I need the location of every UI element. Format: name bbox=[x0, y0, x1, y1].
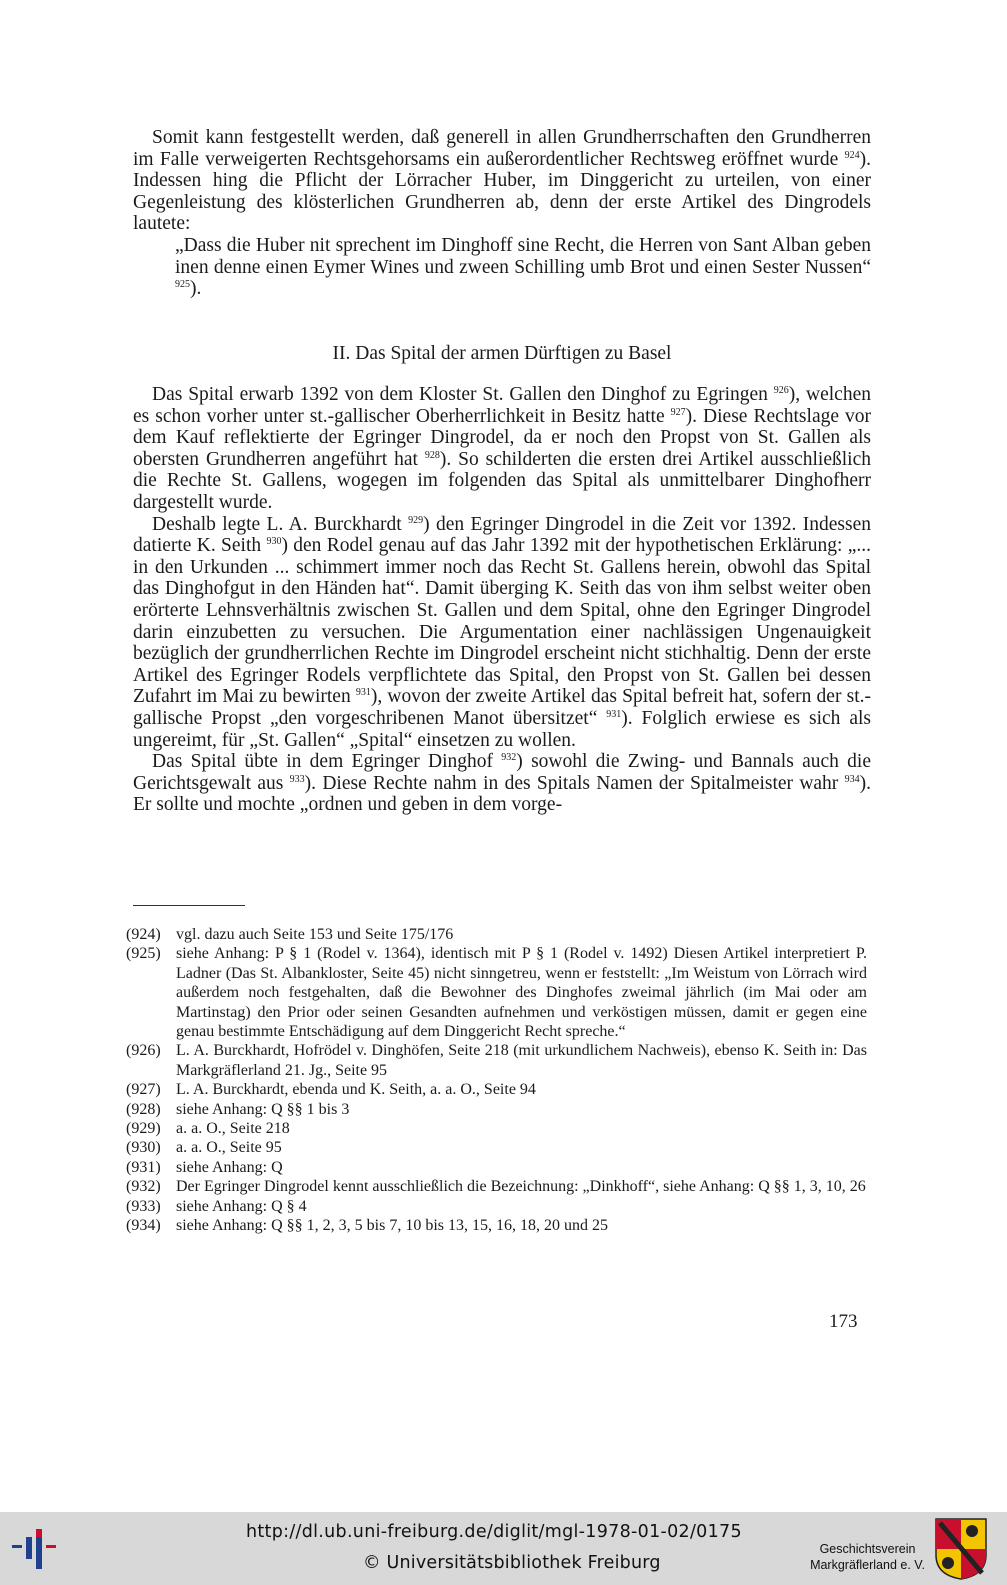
footer-bar bbox=[0, 1512, 1007, 1585]
footnote: (933) siehe Anhang: Q § 4 bbox=[126, 1197, 307, 1215]
footnote: (931) siehe Anhang: Q bbox=[126, 1158, 283, 1176]
footnote: (925) siehe Anhang: P § 1 (Rodel v. 1364), identisch mit P § 1 (Rodel v. 1492) Diesen Artikel interpretiert P. Ladner (Das St. Albankloster, Seite 45) nicht sinngetreu, wenn er feststellt: „Im Weistum von Lörrach wird außerdem noch festgehalten, daß die Bewohner des Dinghofes zweimal jährlich (im Mai oder am Martinstag) den Prior oder seinen Gesandten aufnehmen und verköstigen müssen, damit er gegen eine genau bestimmte Entschädigung auf dem Dinggericht Recht spreche.“ bbox=[126, 945, 867, 1041]
quote: „Dass die Huber nit sprechent im Dinghoff sine Recht, die Herren von Sant Alban geben inen denne einen Eymer Wines und zween Schilling umb Brot und einen Sester Nussen“ $^{925}$). bbox=[175, 234, 871, 300]
coat-of-arms-icon bbox=[934, 1517, 988, 1581]
footnote: (924) vgl. dazu auch Seite 153 und Seite 175/176 bbox=[126, 926, 454, 943]
footnote: (934) siehe Anhang: Q §§ 1, 2, 3, 5 bis 7, 10 bis 13, 15, 16, 18, 20 und 25 bbox=[126, 1217, 608, 1235]
footnote: (927) L. A. Burckhardt, ebenda und K. Seith, a. a. O., Seite 94 bbox=[126, 1081, 536, 1099]
footnote-divider bbox=[133, 905, 245, 906]
footnote: (932) Der Egringer Dingrodel kennt ausschließlich die Bezeichnung: „Dinkhoff“, siehe Anhang: Q §§ 1, 3, 10, 26 bbox=[126, 1178, 866, 1196]
copyright-text: © Universitätsbibliothek Freiburg bbox=[363, 1553, 661, 1573]
permalink-link[interactable]: http://dl.ub.uni-freiburg.de/diglit/mgl-1978-01-02/0175 bbox=[246, 1522, 742, 1542]
footnote: (926) L. A. Burckhardt, Hofrödel v. Dinghöfen, Seite 218 (mit urkundlichem Nachweis), ebenso K. Seith in: Das Markgräflerland 21. Jg., Seite 95 bbox=[126, 1042, 867, 1079]
footnote: (929) a. a. O., Seite 218 bbox=[126, 1120, 290, 1138]
paragraph-2: Das Spital erwarb 1392 von dem Kloster St. Gallen den Dinghof zu Egringen $^{926}$), welchen es schon vorher unter st.-gallischer Oberherrlichkeit in Besitz hatte $^{927}$). Diese Rechtslage vor dem Kauf reflektierte der Egringer Dingrodel, da er noch den Propst von St. Gallen als obersten Grundherren angeführt hat $^{928}$). So schilderten die ersten drei Artikel ausschließlich die Rechte St. Gallens, wogegen im folgenden das Spital als unmittelbarer Dinghofherr dargestellt wurde. bbox=[133, 384, 872, 513]
paragraph-4: Das Spital übte in dem Egringer Dinghof $^{932}$) sowohl die Zwing- und Bannals auch die Gerichtsgewalt aus $^{933}$). Diese Rechte nahm in des Spitals Namen der Spitalmeister wahr $^{934}$). Er sollte und mochte „ordnen und geben in dem vorge- bbox=[133, 751, 872, 816]
paragraph-1: Somit kann festgestellt werden, daß generell in allen Grundherrschaften den Grundherren im Falle verweigerten Rechtsgehorsams ein außerordentlicher Rechtsweg eröffnet wurde $^{924}$). Indessen hing die Pflicht der Lörracher Huber, im Dinggericht zu urteilen, von einer Gegenleistung des klösterlichen Grundherren ab, denn der erste Artikel des Dingrodels lautete: bbox=[133, 127, 871, 235]
page-number: 173 bbox=[829, 1311, 858, 1332]
main-text bbox=[133, 127, 871, 300]
footnotes bbox=[126, 925, 867, 1236]
paragraph-3: Deshalb legte L. A. Burckhardt $^{929}$) den Egringer Dingrodel in die Zeit vor 1392. Indessen datierte K. Seith $^{930}$) den Rodel genau auf das Jahr 1392 mit der hypothetischen Erklärung: „... in den Urkunden ... schimmert immer noch das Recht St. Gallens herein, obwohl das Spital das Dinghofgut in den Händen hat“. Damit überging K. Seith das von ihm selbst weiter oben erörterte Lehnsverhältnis zwischen St. Gallen und dem Spital, ohne den Egringer Dingrodel darin einzubetten zu versuchen. Die Argumentation einer nachlässigen Ungenauigkeit bezüglich der grundherrlichen Rechte im Dingrodel erscheint nicht stichhaltig. Denn der erste Artikel des Egringer Rodels verpflichtete das Spital, den Propst von St. Gallen bei dessen Zufahrt im Mai zu bewirten $^{931}$), wovon der zweite Artikel das Spital befreit hat, sofern der st.-gallische Propst „den vorgeschribenen Manot übersitzet“ $^{931}$). Folglich erwiese es sich als ungereimt, für „St. Gallen“ „Spital“ einsetzen zu wollen. bbox=[133, 513, 871, 751]
footnote: (930) a. a. O., Seite 95 bbox=[126, 1139, 282, 1157]
main-text-2 bbox=[133, 384, 871, 816]
footnote: (928) siehe Anhang: Q §§ 1 bis 3 bbox=[126, 1100, 350, 1118]
section-heading: II. Das Spital der armen Dürftigen zu Basel bbox=[332, 343, 672, 364]
society-name: Geschichtsverein Markgräflerland e. V. bbox=[810, 1542, 925, 1572]
ub-freiburg-logo-icon bbox=[10, 1525, 66, 1573]
